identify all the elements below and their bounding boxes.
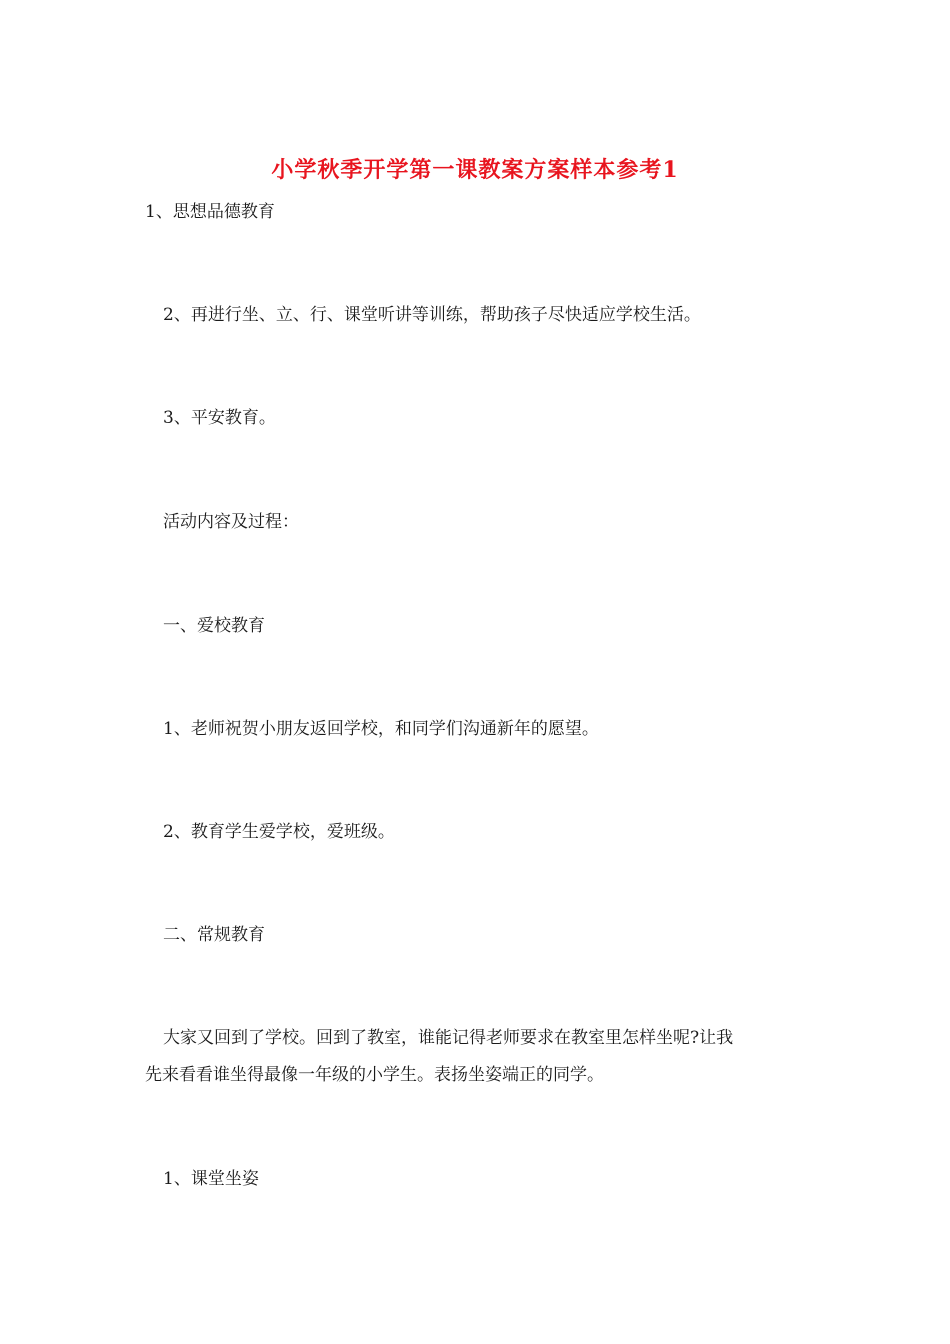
section-heading-routine-education: 二、常规教育 (163, 925, 265, 945)
paragraph-activity-heading: 活动内容及过程： (163, 512, 299, 532)
paragraph-moral-education: 1、思想品德教育 (145, 202, 275, 222)
document-title: 小学秋季开学第一课教案方案样本参考1 (271, 157, 679, 183)
paragraph-teacher-greeting: 1、老师祝贺小朋友返回学校，和同学们沟通新年的愿望。 (163, 719, 599, 739)
paragraph-safety-education: 3、平安教育。 (163, 408, 276, 428)
paragraph-behavior-training: 2、再进行坐、立、行、课堂听讲等训练，帮助孩子尽快适应学校生活。 (163, 305, 701, 325)
section-heading-love-school: 一、爱校教育 (163, 616, 265, 636)
paragraph-love-class: 2、教育学生爱学校，爱班级。 (163, 822, 395, 842)
paragraph-classroom-line-2: 先来看看谁坐得最像一年级的小学生。表扬坐姿端正的同学。 (145, 1065, 604, 1085)
paragraph-sitting-posture: 1、课堂坐姿 (163, 1169, 259, 1189)
paragraph-classroom-line-1: 大家又回到了学校。回到了教室，谁能记得老师要求在教室里怎样坐呢?让我 (163, 1028, 734, 1048)
